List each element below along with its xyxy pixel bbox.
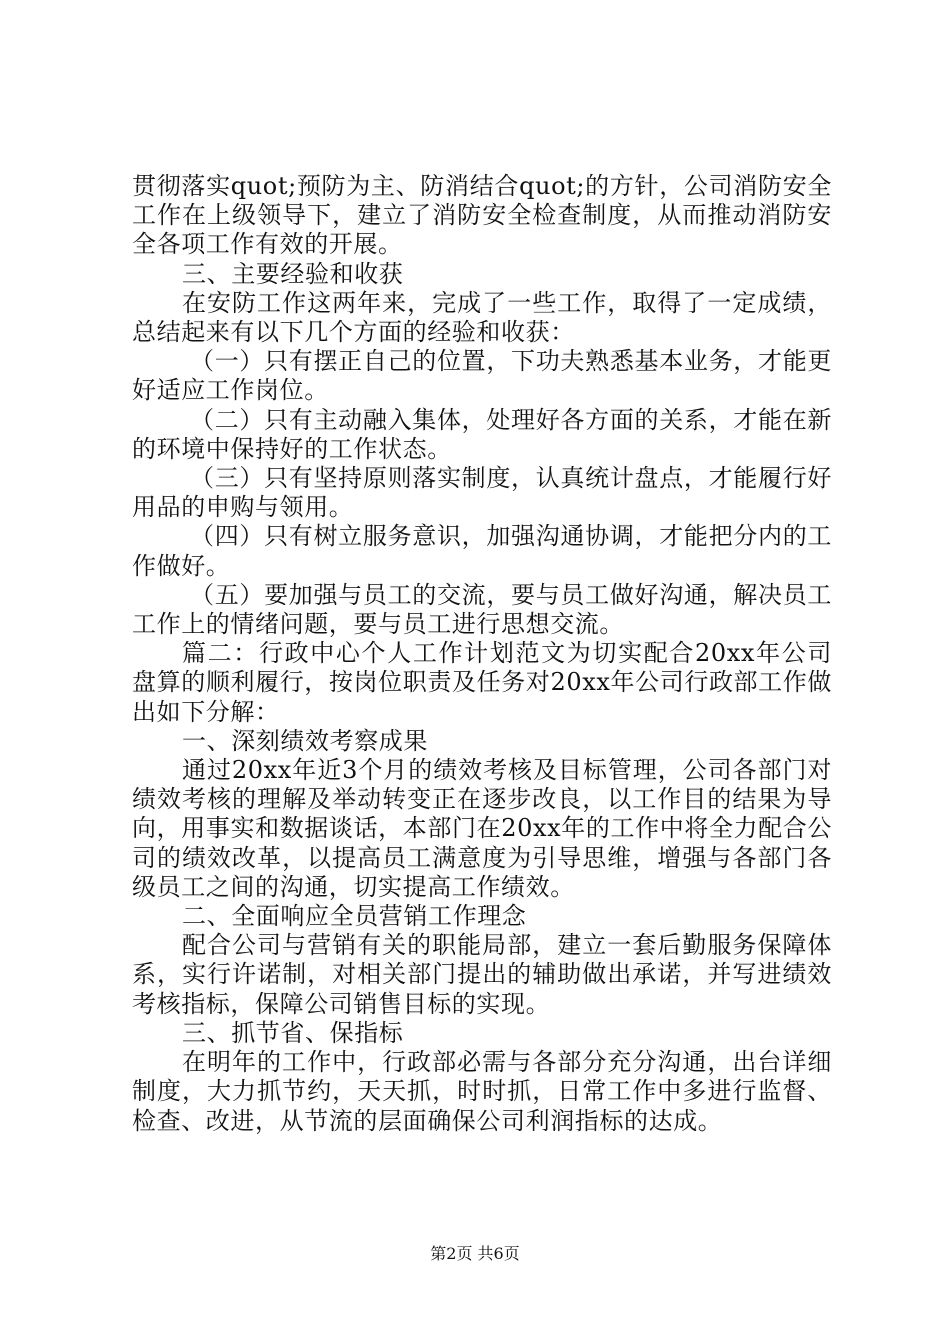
section-heading-marketing: 二、全面响应全员营销工作理念	[182, 902, 527, 931]
list-item-1: （一）只有摆正自己的位置，下功夫熟悉基本业务，才能更好适应工作岗位。	[132, 347, 832, 405]
paragraph-2: 在安防工作这两年来，完成了一些工作，取得了一定成绩，总结起来有以下几个方面的经验和收获：	[132, 288, 832, 347]
list-item-3: （三）只有坚持原则落实制度，认真统计盘点，才能履行好用品的申购与领用。	[132, 464, 832, 522]
page-number-footer: 第2页 共6页	[430, 1244, 520, 1263]
paragraph-performance: 通过20xx年近3个月的绩效考核及目标管理，公司各部门对绩效考核的理解及举动转变正在逐步改良，以工作目的结果为导向，用事实和数据谈话，本部门在20xx年的工作中将全力配合公司的绩效改革，以提高员工满意度为引导思维，增强与各部门各级员工之间的沟通，切实提高工作绩效。	[132, 756, 832, 901]
section-heading-experience: 三、主要经验和收获	[182, 259, 404, 288]
list-item-2: （二）只有主动融入集体，处理好各方面的关系，才能在新的环境中保持好的工作状态。	[132, 405, 832, 463]
section-heading-performance: 一、深刻绩效考察成果	[182, 726, 428, 755]
document-body	[132, 172, 832, 1136]
section-heading-savings: 三、抓节省、保指标	[182, 1018, 404, 1047]
list-item-5: （五）要加强与员工的交流，要与员工做好沟通，解决员工工作上的情绪问题，要与员工进行思想交流。	[132, 580, 832, 639]
paragraph-marketing: 配合公司与营销有关的职能局部，建立一套后勤服务保障体系，实行许诺制，对相关部门提出的辅助做出承诺，并写进绩效考核指标，保障公司销售目标的实现。	[132, 931, 832, 1018]
paragraph-savings: 在明年的工作中，行政部必需与各部分充分沟通，出台详细制度，大力抓节约，天天抓，时时抓，日常工作中多进行监督、检查、改进，从节流的层面确保公司利润指标的达成。	[132, 1048, 832, 1135]
list-item-4: （四）只有树立服务意识，加强沟通协调，才能把分内的工作做好。	[132, 522, 832, 580]
paragraph-1: 贯彻落实quot;预防为主、防消结合quot;的方针，公司消防安全工作在上级领导下，建立了消防安全检查制度，从而推动消防安全各项工作有效的开展。	[132, 172, 832, 259]
paragraph-part-two: 篇二：行政中心个人工作计划范文为切实配合20xx年公司盘算的顺利履行，按岗位职责及任务对20xx年公司行政部工作做出如下分解：	[132, 639, 832, 726]
